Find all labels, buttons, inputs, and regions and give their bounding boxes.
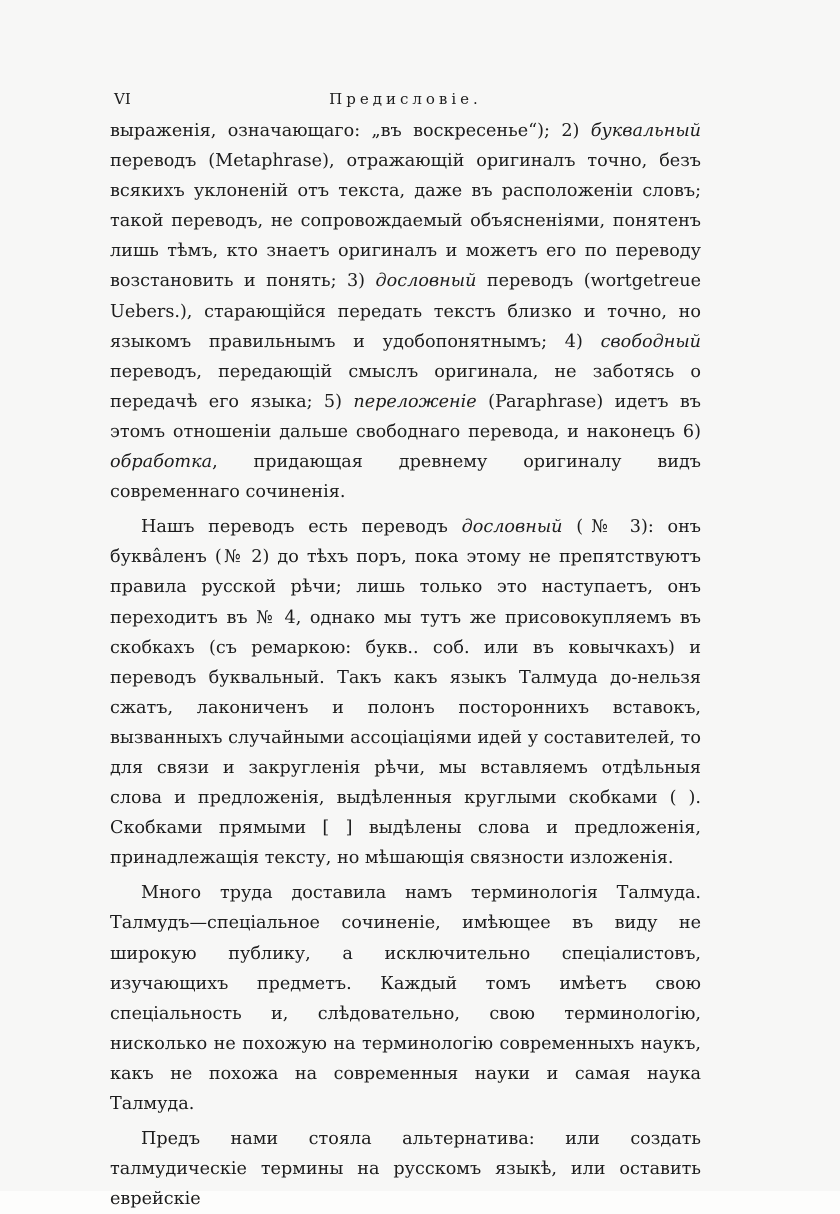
running-title: Предисловіе.	[329, 90, 482, 108]
text-run: переводъ (Metaphrase), отражающій оригиналъ точно, безъ всякихъ уклоненій отъ текста, даже въ расположеніи словъ; такой переводъ, не сопровождаемый объясненіями, понятенъ лишь тѣмъ, кто знаетъ оригиналъ и можетъ его по переводу возстановить и понять; 3)	[110, 151, 701, 292]
italic-term: обработка	[110, 452, 213, 473]
text-run: переводъ, передающій смыслъ оригинала, не заботясь о передачѣ его языка; 5)	[110, 361, 701, 412]
paragraph-alternative: Предъ нами стояла альтернатива: или создать талмудическіе термины на русскомъ языкѣ, или оставить еврейскіе	[110, 1129, 701, 1210]
paragraph-terminology: Много труда доставила намъ терминологія Талмуда. Талмудъ—спеціальное сочиненіе, имѣющее въ виду не широкую публику, а исключительно спеціалистовъ, изучающихъ предметъ. Каждый томъ имѣетъ свою спеціальность и, слѣдовательно, свою терминологію, нисколько не похожую на терминологію современныхъ наукъ, какъ не похожа на современныя науки и самая наука Талмуда.	[110, 883, 701, 1114]
paragraph-translation-types	[110, 116, 701, 507]
running-head	[110, 80, 701, 116]
italic-term: дословный	[375, 271, 477, 292]
italic-term: переложеніе	[353, 391, 477, 412]
page-number: VI	[114, 90, 131, 108]
text-run: (№ 3): онъ буквâленъ (№ 2) до тѣхъ поръ, пока этому не препятствуютъ правила русской рѣчи; лишь только это наступаетъ, онъ переходитъ въ № 4, однако мы тутъ же присовокупляемъ въ скобкахъ (съ ремаркою: букв.. соб. или въ ковычкахъ) и переводъ буквальный. Такъ какъ языкъ Талмуда до-нельзя сжатъ, лакониченъ и полонъ постороннихъ вставокъ, вызванныхъ случайными ассоціаціями идей у составителей, то для связи и закругленія рѣчи, мы вставляемъ отдѣльныя слова и предложенія, выдѣленныя круглыми скобками ( ). Скобками прямыми [ ] выдѣлены слова и предложенія, принадлежащія тексту, но мѣшающія связности изложенія.	[110, 517, 701, 869]
italic-term: буквальный	[590, 121, 701, 141]
text-run: выраженія, означающаго: „въ воскресенье“); 2)	[110, 121, 591, 141]
text-block	[110, 80, 701, 1214]
italic-term: свободный	[600, 331, 701, 352]
text-run: переводъ (wortgetreue Uebers.), старающійся передать текстъ близко и точно, но языкомъ правильнымъ и удобопонятнымъ; 4)	[110, 271, 701, 352]
text-run: , придающая древнему оригиналу видъ современнаго сочиненія.	[110, 452, 701, 503]
paragraph-our-translation	[110, 512, 701, 873]
text-run: Нашъ переводъ есть переводъ	[141, 517, 462, 538]
text-run: (Paraphrase) идетъ въ этомъ отношеніи дальше свободнаго перевода, и наконецъ 6)	[110, 391, 701, 442]
italic-term: дословный	[461, 517, 563, 538]
